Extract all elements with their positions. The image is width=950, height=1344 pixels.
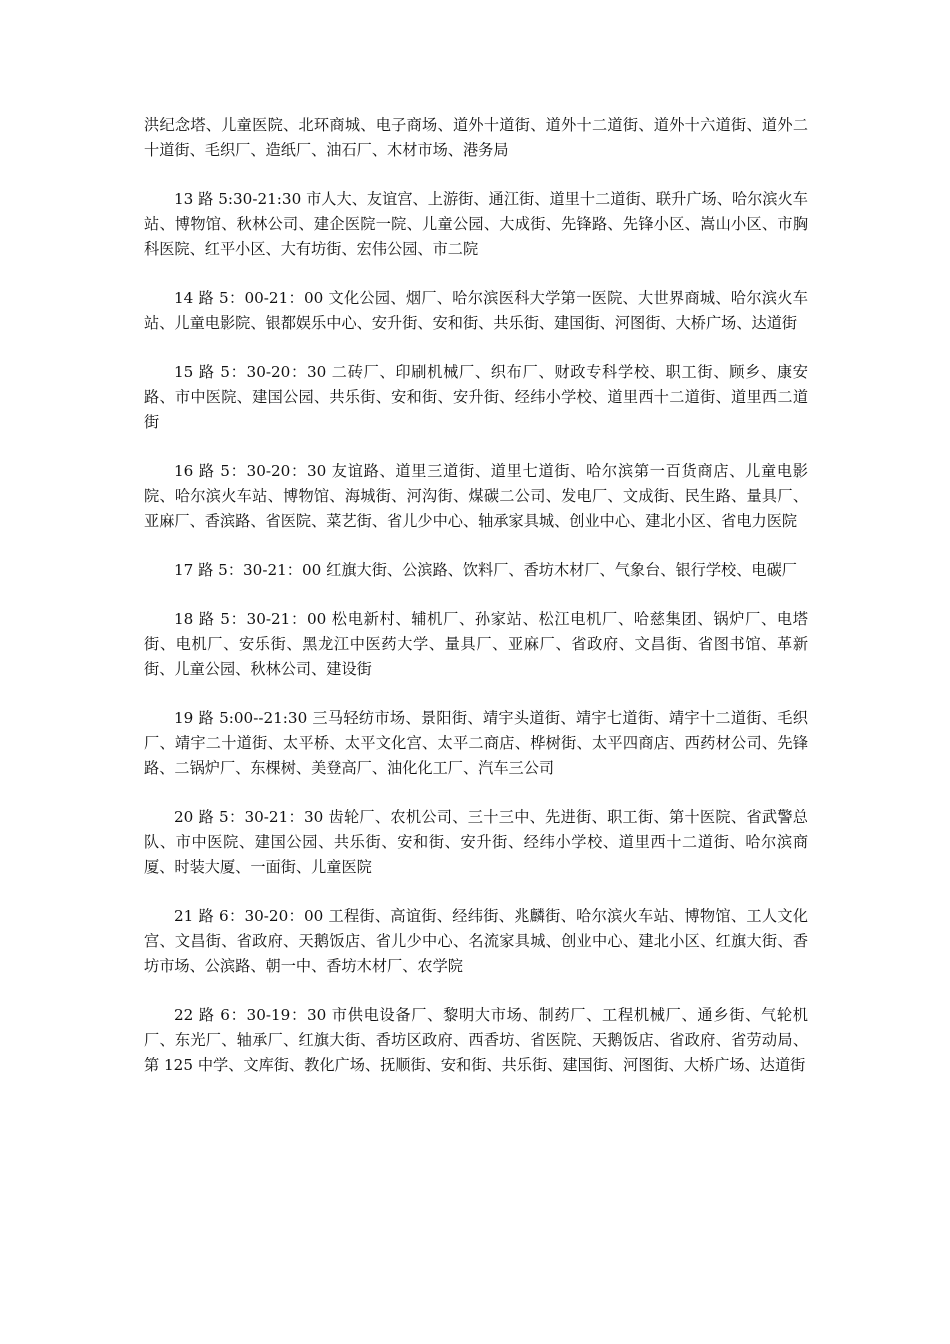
paragraph-route-22: 22 路 6：30-19：30 市供电设备厂、黎明大市场、制药厂、工程机械厂、通乡街、气轮机厂、东光厂、轴承厂、红旗大街、香坊区政府、西香坊、省医院、天鹅饭店、省政府、省劳动局、第 125 中学、文库街、教化广场、抚顺街、安和街、共乐街、建国街、河图街、大桥广场、达道街	[144, 1006, 808, 1074]
document-page	[144, 113, 808, 1102]
paragraph-route-20: 20 路 5：30-21：30 齿轮厂、农机公司、三十三中、先进街、职工街、第十医院、省武警总队、市中医院、建国公园、共乐街、安和街、安升街、经纬小学校、道里西十二道街、哈尔滨商厦、时装大厦、一面街、儿童医院	[144, 808, 808, 876]
paragraph-route-15: 15 路 5：30-20：30 二砖厂、印刷机械厂、织布厂、财政专科学校、职工街、顾乡、康安路、市中医院、建国公园、共乐街、安和街、安升街、经纬小学校、道里西十二道街、道里西二道街	[144, 363, 808, 431]
paragraph-route-13: 13 路 5:30-21:30 市人大、友谊宫、上游街、通江街、道里十二道街、联升广场、哈尔滨火车站、博物馆、秋林公司、建企医院一院、儿童公园、大成街、先锋路、先锋小区、嵩山小区、市胸科医院、红平小区、大有坊街、宏伟公园、市二院	[144, 190, 808, 258]
paragraph-route-18: 18 路 5：30-21：00 松电新村、辅机厂、孙家站、松江电机厂、哈慈集团、锅炉厂、电塔街、电机厂、安乐街、黑龙江中医药大学、量具厂、亚麻厂、省政府、文昌街、省图书馆、革新街、儿童公园、秋林公司、建设街	[144, 610, 808, 678]
paragraph-continuation: 洪纪念塔、儿童医院、北环商城、电子商场、道外十道街、道外十二道街、道外十六道街、道外二十道街、毛织厂、造纸厂、油石厂、木材市场、港务局	[144, 116, 808, 159]
paragraph-route-21: 21 路 6：30-20：00 工程街、高谊街、经纬街、兆麟街、哈尔滨火车站、博物馆、工人文化宫、文昌街、省政府、天鹅饭店、省儿少中心、名流家具城、创业中心、建北小区、红旗大街、香坊市场、公滨路、朝一中、香坊木材厂、农学院	[144, 907, 808, 975]
paragraph-route-17: 17 路 5：30-21：00 红旗大街、公滨路、饮料厂、香坊木材厂、气象台、银行学校、电碳厂	[174, 561, 797, 579]
paragraph-route-14: 14 路 5：00-21：00 文化公园、烟厂、哈尔滨医科大学第一医院、大世界商城、哈尔滨火车站、儿童电影院、银都娱乐中心、安升街、安和街、共乐街、建国街、河图街、大桥广场、达道街	[144, 289, 808, 332]
paragraph-route-19: 19 路 5:00--21:30 三马轻纺市场、景阳街、靖宇头道街、靖宇七道街、靖宇十二道街、毛织厂、靖宇二十道街、太平桥、太平文化宫、太平二商店、桦树街、太平四商店、西药材公司、先锋路、二锅炉厂、东棵树、美登高厂、油化化工厂、汽车三公司	[144, 709, 808, 777]
paragraph-route-16: 16 路 5：30-20：30 友谊路、道里三道街、道里七道街、哈尔滨第一百货商店、儿童电影院、哈尔滨火车站、博物馆、海城街、河沟街、煤碳二公司、发电厂、文成街、民生路、量具厂、亚麻厂、香滨路、省医院、菜艺街、省儿少中心、轴承家具城、创业中心、建北小区、省电力医院	[144, 462, 808, 530]
